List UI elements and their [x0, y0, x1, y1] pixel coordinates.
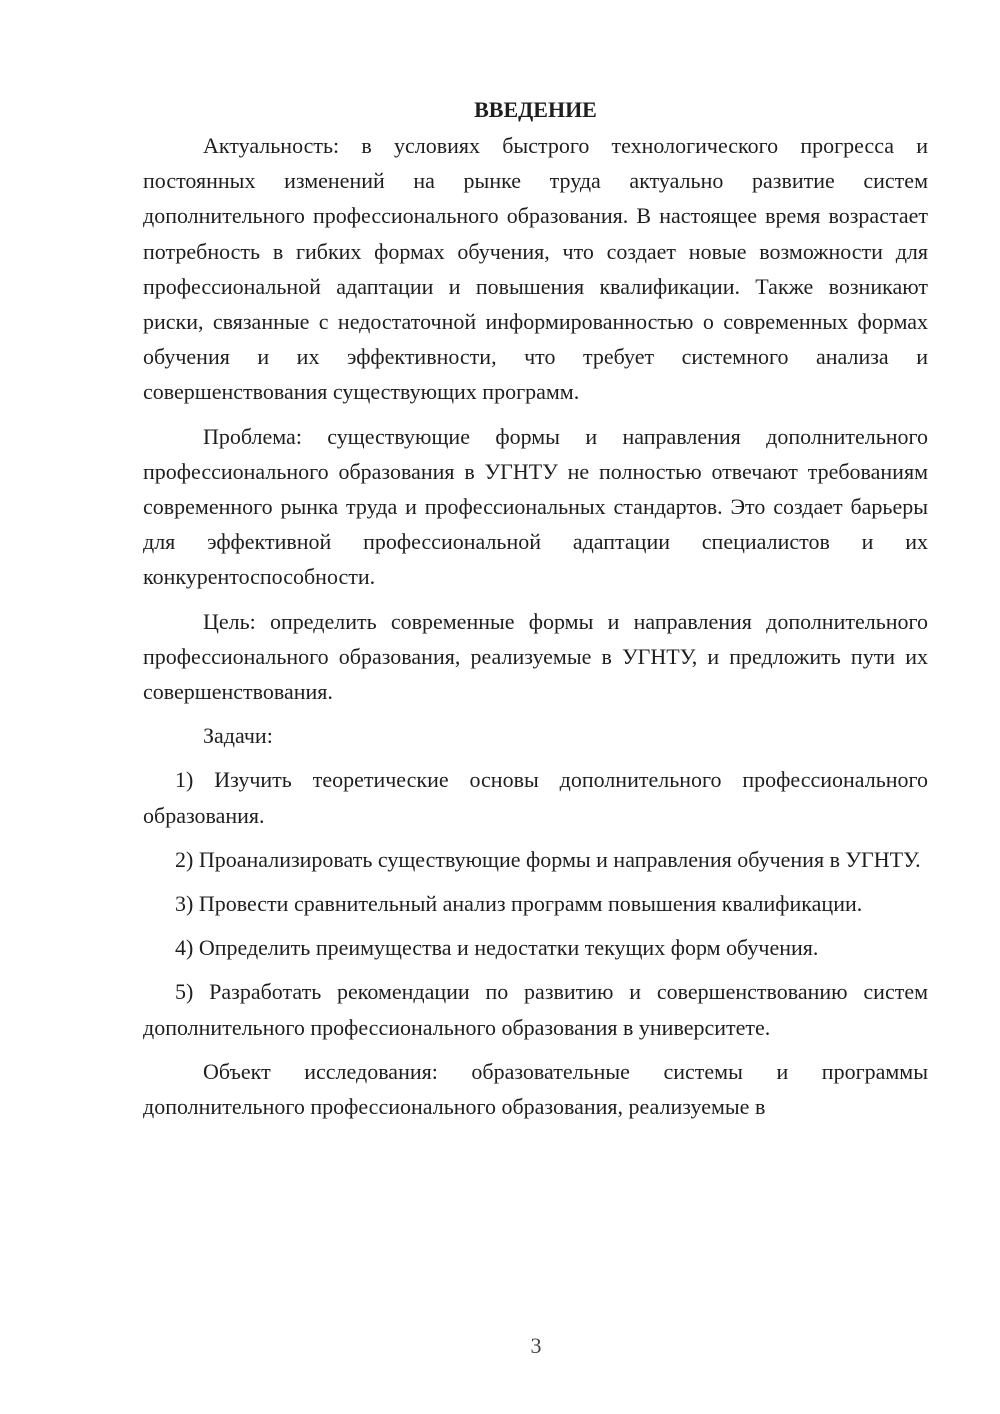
task-text: Провести сравнительный анализ программ повышения квалификации.	[198, 891, 863, 917]
task-text: Проанализировать существующие формы и направления обучения в УГНТУ.	[198, 846, 921, 872]
page-number: 3	[530, 1333, 542, 1358]
task-number: 2)	[175, 846, 194, 872]
task-item-3	[143, 886, 928, 921]
paragraph-object: Объект исследования: образовательные системы и программы дополнительного профессионального образования, реализуемые в	[143, 1058, 928, 1120]
task-item-2	[143, 842, 928, 877]
task-number: 4)	[175, 935, 194, 961]
paragraph-relevance: Актуальность: в условиях быстрого технологического прогресса и постоянных изменений на рынке труда актуально развитие систем дополнительного профессионального образования. В настоящее время возрастает потребность в гибких формах обучения, что создает новые возможности для профессиональной адаптации и повышения квалификации. Также возникают риски, связанные с недостаточной информированностью о современных формах обучения и их эффективности, что требует системного анализа и совершенствования существующих программ.	[143, 133, 928, 405]
task-number: 1)	[175, 767, 194, 793]
task-item-5	[143, 974, 928, 1044]
paragraph-problem: Проблема: существующие формы и направления дополнительного профессионального образования в УГНТУ не полностью отвечают требованиям современного рынка труда и профессиональных стандартов. Это создает барьеры для эффективной профессиональной адаптации специалистов и их конкурентоспособности.	[143, 423, 928, 590]
task-item-4	[143, 930, 928, 965]
task-number: 3)	[175, 891, 194, 917]
paragraph-goal: Цель: определить современные формы и направления дополнительного профессионального образования, реализуемые в УГНТУ, и предложить пути их совершенствования.	[143, 608, 928, 705]
task-text: Разработать рекомендации по развитию и совершенствованию систем дополнительного профессионального образования в университете.	[143, 979, 929, 1040]
task-number: 5)	[175, 979, 194, 1005]
task-text: Определить преимущества и недостатки текущих форм обучения.	[198, 935, 819, 961]
task-item-1	[143, 762, 928, 832]
tasks-heading: Задачи:	[203, 723, 273, 749]
document-page	[143, 92, 928, 1133]
task-text: Изучить теоретические основы дополнительного профессионального образования.	[143, 767, 929, 828]
page-title: ВВЕДЕНИЕ	[474, 97, 597, 122]
